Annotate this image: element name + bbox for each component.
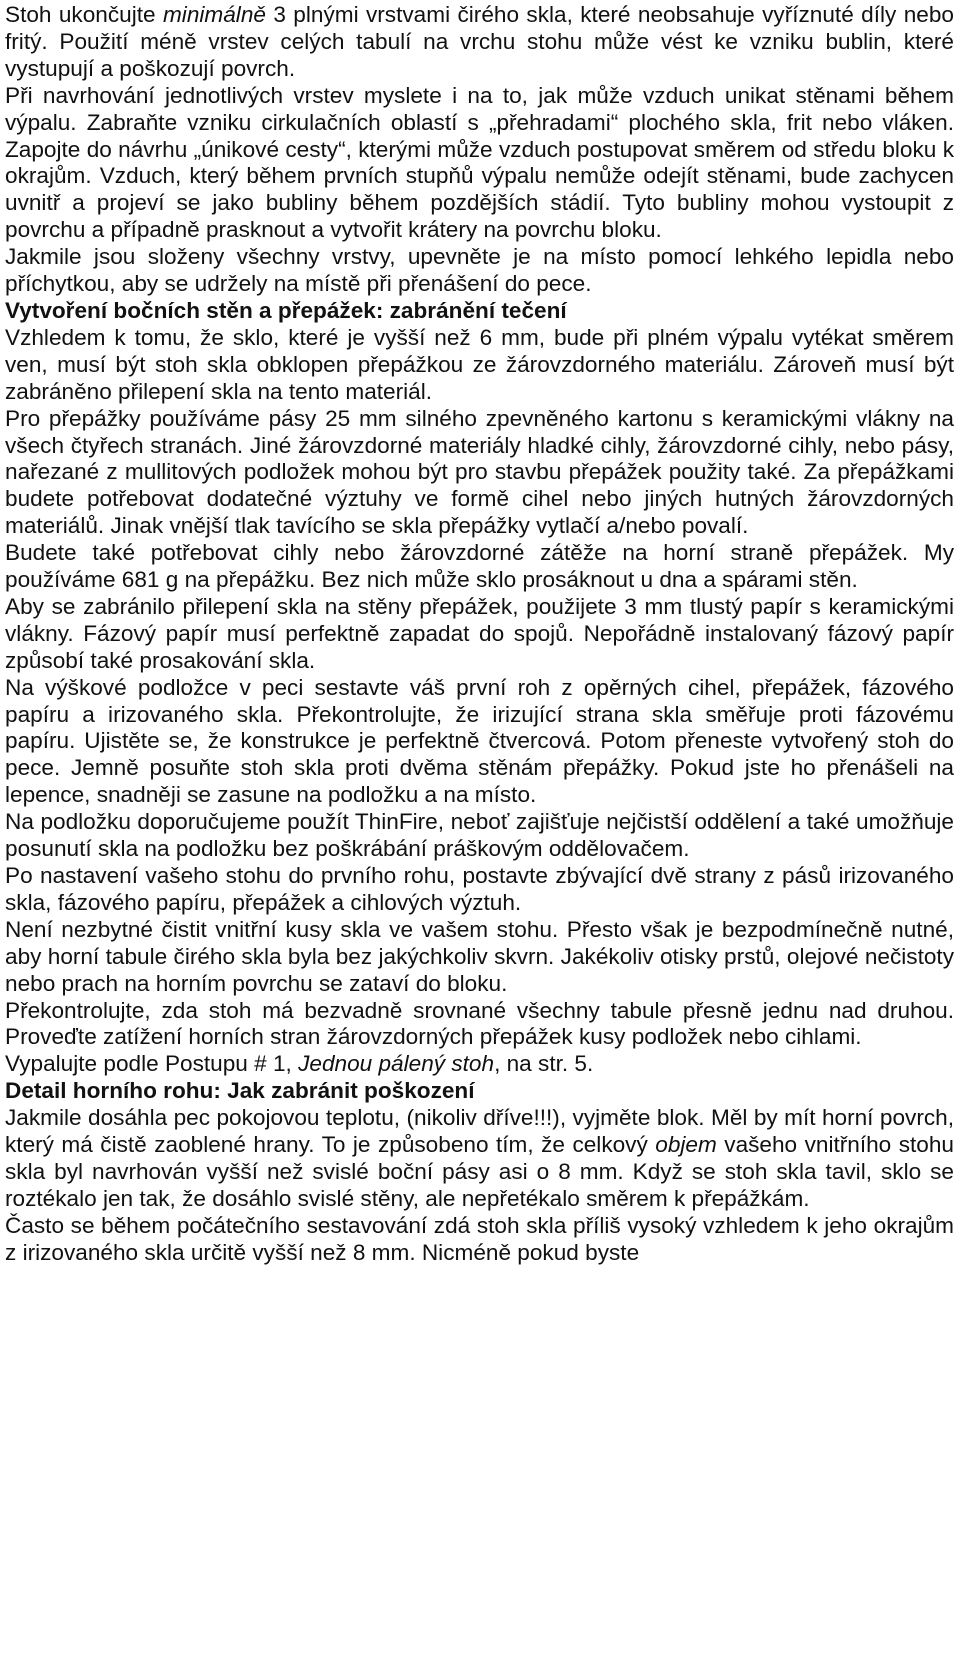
emphasis-span: objem bbox=[655, 1132, 717, 1158]
paragraph-dam-weights bbox=[5, 540, 954, 594]
text-span: Po nastavení vašeho stohu do prvního rohu, postavte zbývající dvě strany z pásů irizovaného skla, fázového papíru, přepážek a cihlových výztuh. bbox=[5, 863, 954, 915]
text-span: Na podložku doporučujeme použít ThinFire, neboť zajišťuje nejčistší oddělení a také umožňuje posunutí skla na podložku bez poškrábání práškovým oddělovačem. bbox=[5, 809, 954, 862]
text-span: Vypalujte podle Postupu # 1, bbox=[5, 1051, 299, 1077]
paragraph-check-stack bbox=[5, 998, 954, 1052]
paragraph-dam-requirement bbox=[5, 325, 954, 406]
text-span: Na výškové podložce v peci sestavte váš první roh z opěrných cihel, přepážek, fázového papíru a irizovaného skla. Překontrolujte, že irizující strana skla směřuje proti fázovému papíru. Ujistěte se, že konstrukce je perfektně čtvercová. Potom přeneste vytvořený stoh do pece. Jemně posuňte stoh skla proti dvěma stěnám přepážky. Pokud jste ho přenášeli na lepence, snadněji se zasune na podložku a na místo. bbox=[5, 674, 954, 808]
paragraph-remove-block bbox=[5, 1105, 954, 1213]
paragraph-air-escape bbox=[5, 83, 954, 244]
paragraph-fix-layers bbox=[5, 244, 954, 298]
paragraph-top-layers bbox=[5, 2, 954, 83]
paragraph-remaining-sides bbox=[5, 863, 954, 917]
text-span: Pro přepážky používáme pásy 25 mm silného zpevněného kartonu s keramickými vlákny na všech čtyřech stranách. Jiné žárovzdorné materiály hladké cihly, žárovzdorné cihly, nebo pásy, nařezané z mullitových podložek mohou být pro stavbu přepážek použity také. Za přepážkami budete potřebovat dodatečné výztuhy ve formě cihel nebo jiných hutných žárovzdorných materiálů. Jinak vnější tlak tavícího se skla přepážky vytlačí a/nebo povalí. bbox=[5, 405, 954, 539]
text-span: Aby se zabránilo přilepení skla na stěny přepážek, použijete 3 mm tlustý papír s keramickými vlákny. Fázový papír musí perfektně zapadat do spojů. Nepořádně instalovaný fázový papír způsobí také prosakování skla. bbox=[5, 593, 954, 673]
paragraph-first-corner bbox=[5, 675, 954, 810]
emphasis-span: minimálně bbox=[162, 2, 266, 27]
text-span: Při navrhování jednotlivých vrstev myslete i na to, jak může vzduch unikat stěnami během výpalu. Zabraňte vzniku cirkulačních oblastí s „přehradami“ plochého skla, frit nebo vláken. Zapojte do návrhu „únikové cesty“, kterými může vzduch postupovat směrem od středu bloku k okrajům. Vzduch, který během prvních stupňů výpalu nemůže odejít stěnami, bude zachycen uvnitř a projeví se jako bubliny během pozdějších stádií. Tyto bubliny mohou vystoupit z povrchu a případně prasknout a vytvořit krátery na povrchu bloku. bbox=[5, 82, 954, 243]
paragraph-dam-materials bbox=[5, 406, 954, 541]
text-span: vašeho vnitřního stohu skla byl navrhován vyšší než svislé boční pásy asi o 8 mm. Když se stoh skla tavil, sklo se roztékalo jen tak, že dosáhlo svislé stěny, ale nepřetékalo směrem k přepážkám. bbox=[5, 1132, 954, 1211]
paragraph-stack-height bbox=[5, 1213, 954, 1267]
text-span: Stoh ukončujte bbox=[5, 2, 163, 27]
paragraph-cleaning bbox=[5, 917, 954, 998]
paragraph-fiber-paper bbox=[5, 594, 954, 675]
paragraph-firing-schedule bbox=[5, 1051, 954, 1078]
text-span: 3 plnými vrstvami čirého skla, které neobsahuje vyříznuté díly nebo fritý. Použití méně vrstev celých tabulí na vrchu stohu může vést ke vzniku bublin, které vystupují a poškozují povrch. bbox=[5, 2, 954, 81]
text-span: Jakmile jsou složeny všechny vrstvy, upevněte je na místo pomocí lehkého lepidla nebo příchytkou, aby se udržely na místě při přenášení do pece. bbox=[5, 244, 954, 297]
text-span: Není nezbytné čistit vnitřní kusy skla ve vašem stohu. Přesto však je bezpodmínečně nutné, aby horní tabule čirého skla byla bez jakýchkoliv skvrn. Jakékoliv otisky prstů, olejové nečistoty nebo prach na horním povrchu se zataví do bloku. bbox=[5, 916, 954, 996]
section-heading-top-corner: Detail horního rohu: Jak zabránit poškození bbox=[5, 1078, 475, 1104]
text-span: , na str. 5. bbox=[494, 1051, 594, 1077]
text-span: Často se během počátečního sestavování zdá stoh skla příliš vysoký vzhledem k jeho okrajům z irizovaného skla určitě vyšší než 8 mm. Nicméně pokud byste bbox=[5, 1212, 954, 1265]
text-span: Překontrolujte, zda stoh má bezvadně srovnané všechny tabule přesně jednu nad druhou. Proveďte zatížení horních stran žárovzdorných přepážek kusy podložek nebo cihlami. bbox=[5, 997, 954, 1050]
emphasis-span: Jednou pálený stoh bbox=[298, 1051, 495, 1077]
paragraph-thinfire bbox=[5, 809, 954, 863]
section-heading-dams: Vytvoření bočních stěn a přepážek: zabránění tečení bbox=[5, 297, 567, 323]
text-span: Jakmile dosáhla pec pokojovou teplotu, (nikoliv dříve!!!), vyjměte blok. Měl by mít horní povrch, který má čistě zaoblené hrany. To je způsobeno tím, že celkový bbox=[5, 1105, 954, 1158]
text-span: Vzhledem k tomu, že sklo, které je vyšší než 6 mm, bude při plném výpalu vytékat směrem ven, musí být stoh skla obklopen přepážkou ze žárovzdorného materiálu. Zároveň musí být zabráněno přilepení skla na tento materiál. bbox=[5, 324, 954, 404]
text-span: Budete také potřebovat cihly nebo žárovzdorné zátěže na horní straně přepážek. My používáme 681 g na přepážku. Bez nich může sklo prosáknout u dna a spárami stěn. bbox=[5, 540, 954, 593]
